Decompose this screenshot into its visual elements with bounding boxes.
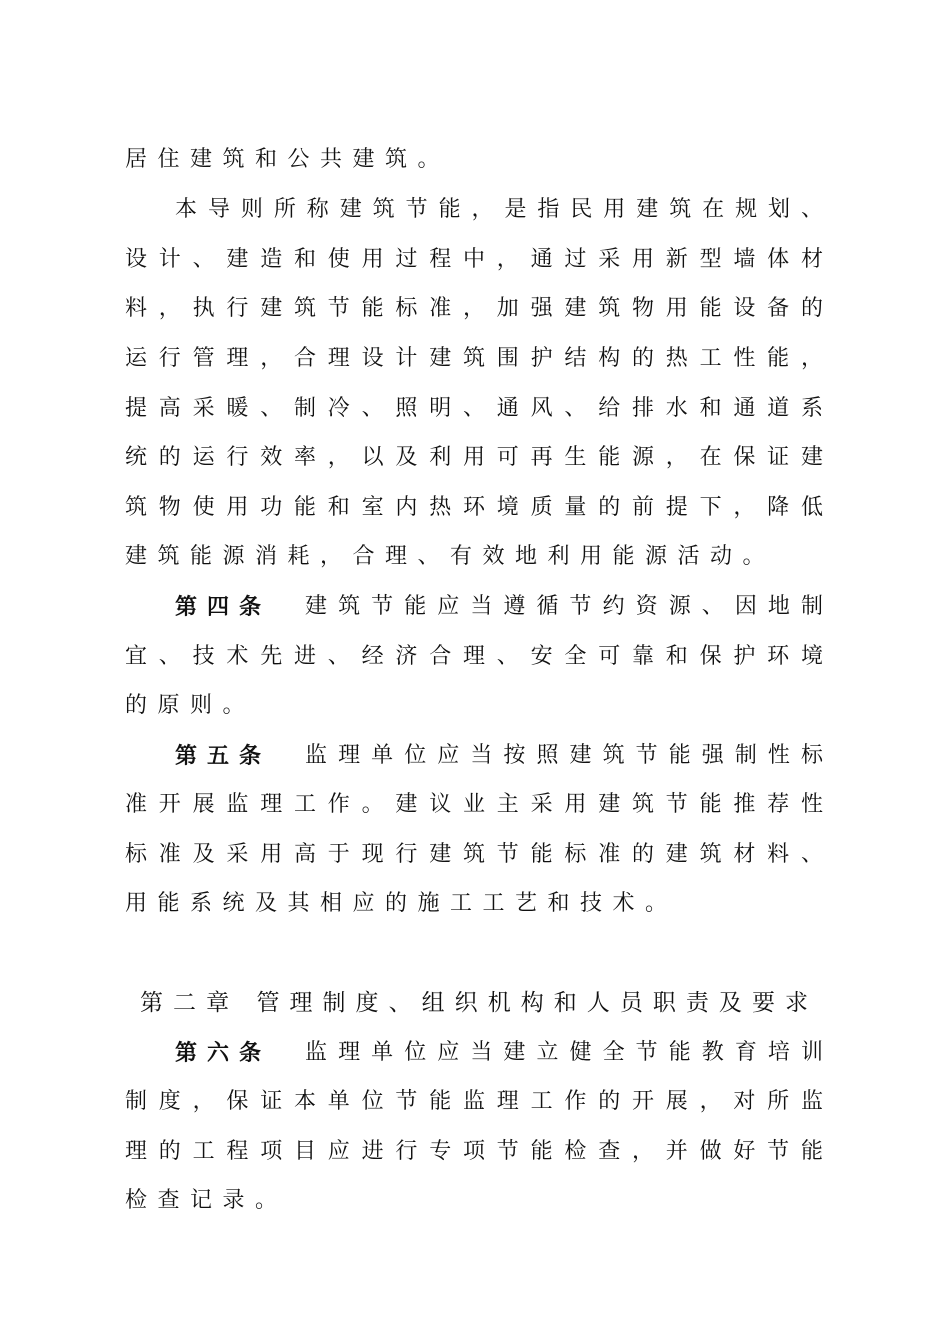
article-5-line: 用能系统及其相应的施工工艺和技术。 xyxy=(125,891,678,916)
paragraph-line: 建筑能源消耗，合理、有效地利用能源活动。 xyxy=(125,544,776,569)
chapter-2-heading: 第二章 管理制度、组织机构和人员职责及要求 xyxy=(140,990,808,1016)
paragraph-line: 统的运行效率，以及利用可再生能源，在保证建 xyxy=(125,445,823,470)
article-6-line: 理的工程项目应进行专项节能检查，并做好节能 xyxy=(125,1139,823,1164)
paragraph-line: 居住建筑和公共建筑。 xyxy=(125,147,451,172)
paragraph-line: 运行管理，合理设计建筑围护结构的热工性能， xyxy=(125,346,823,371)
article-6-line: 制度，保证本单位节能监理工作的开展，对所监 xyxy=(125,1089,823,1114)
article-4-label: 第四条 xyxy=(175,594,272,620)
paragraph-line: 提高采暖、制冷、照明、通风、给排水和通道系 xyxy=(125,396,823,421)
article-4-line: 建筑节能应当遵循节约资源、因地制 xyxy=(305,594,823,619)
paragraph-line: 本导则所称建筑节能，是指民用建筑在规划、 xyxy=(175,197,823,222)
article-6-label: 第六条 xyxy=(175,1040,272,1066)
article-5-line: 监理单位应当按照建筑节能强制性标 xyxy=(305,743,823,768)
article-5-label: 第五条 xyxy=(175,743,272,769)
article-6-line: 监理单位应当建立健全节能教育培训 xyxy=(305,1040,823,1065)
article-4-line: 宜、技术先进、经济合理、安全可靠和保护环境 xyxy=(125,644,823,669)
paragraph-line: 料，执行建筑节能标准，加强建筑物用能设备的 xyxy=(125,296,823,321)
article-4-line: 的原则。 xyxy=(125,693,256,718)
article-5-line: 标准及采用高于现行建筑节能标准的建筑材料、 xyxy=(125,842,823,867)
article-6-line: 检查记录。 xyxy=(125,1188,288,1213)
paragraph-line: 设计、建造和使用过程中，通过采用新型墙体材 xyxy=(125,247,823,272)
paragraph-line: 筑物使用功能和室内热环境质量的前提下，降低 xyxy=(125,495,823,520)
article-5-line: 准开展监理工作。建议业主采用建筑节能推荐性 xyxy=(125,792,823,817)
